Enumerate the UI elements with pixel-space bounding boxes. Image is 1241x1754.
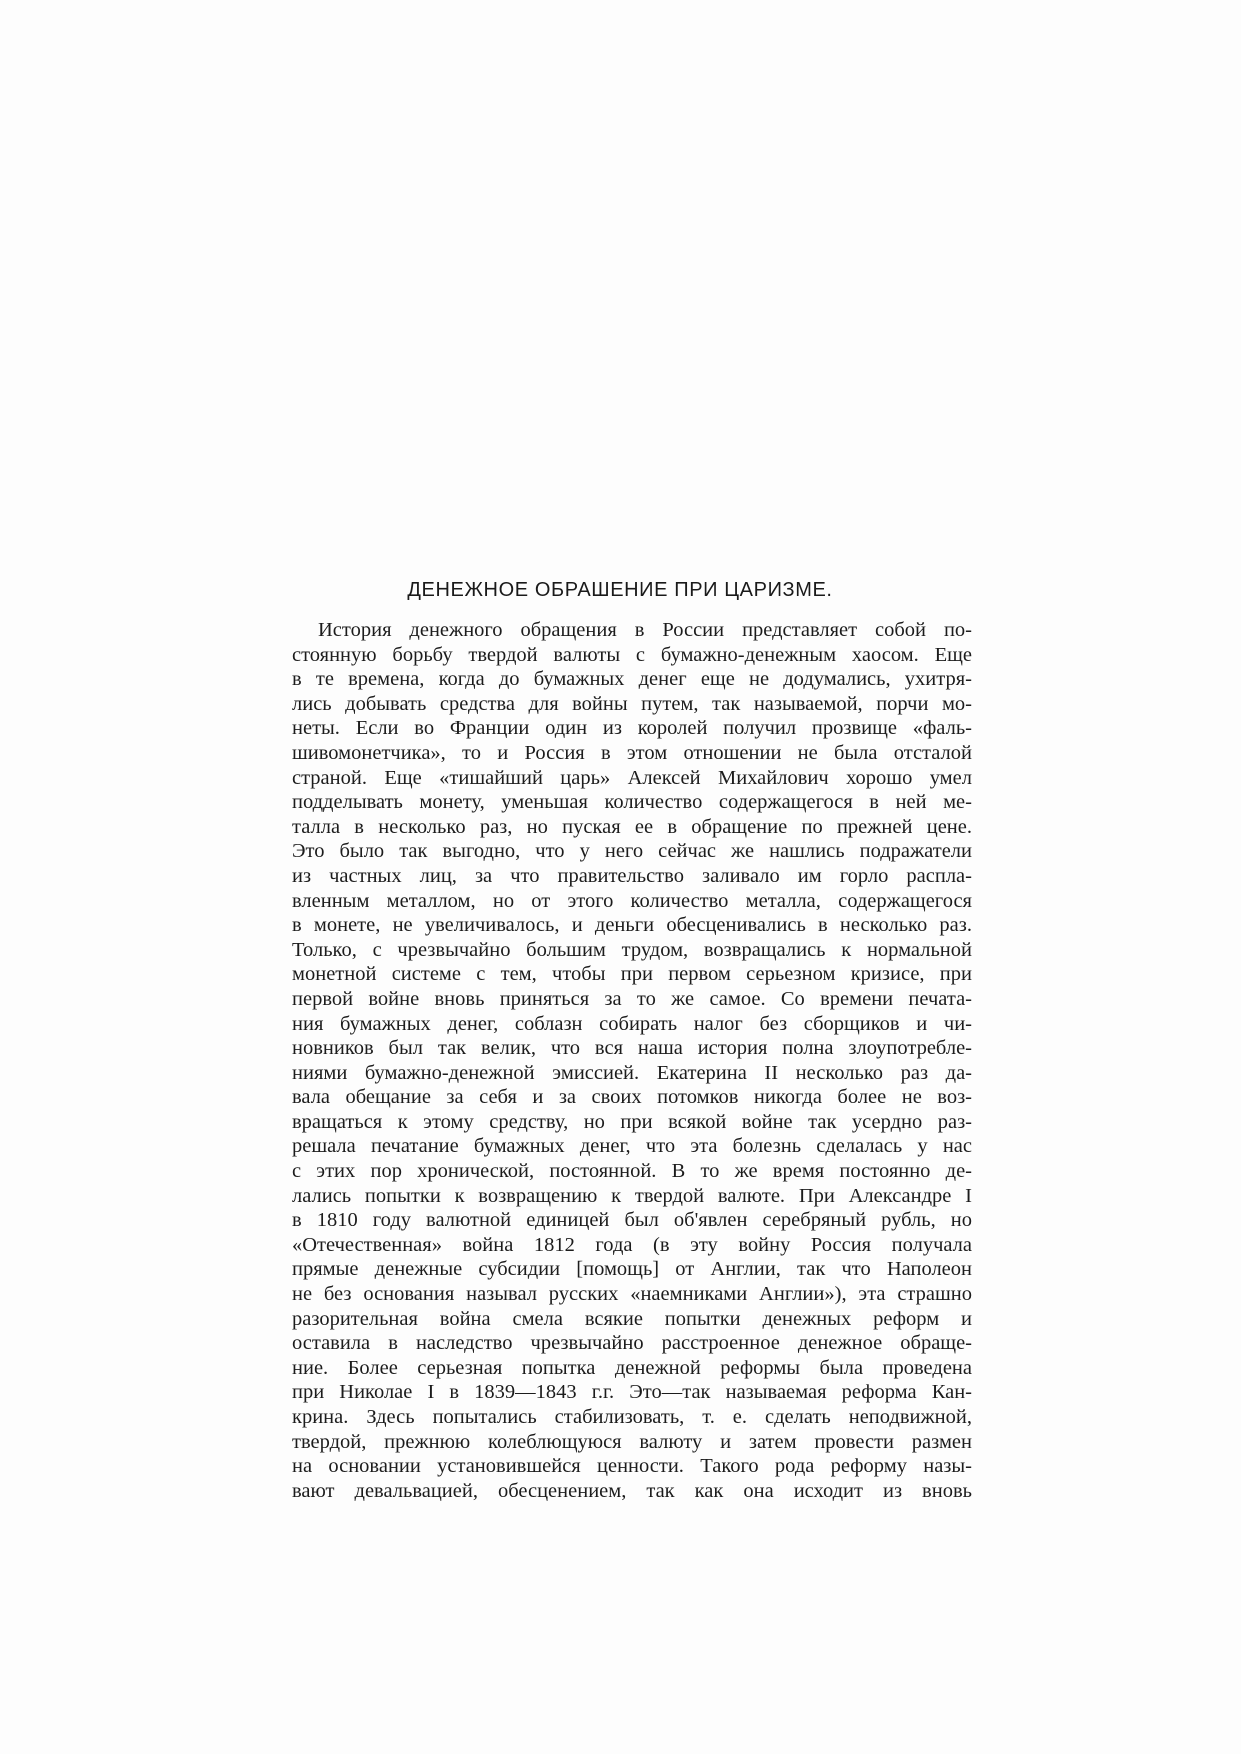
text-line: лались попытки к возвращению к твердой валюте. При Александре I <box>292 1184 972 1207</box>
text-line: монетной системе с тем, чтобы при первом серьезном кризисе, при <box>292 963 972 986</box>
text-line: стоянную борьбу твердой валюты с бумажно-денежным хаосом. Еще <box>292 643 972 666</box>
text-line: решала печатание бумажных денег, что эта болезнь сделалась у нас <box>292 1135 972 1158</box>
text-line: оставила в наследство чрезвычайно расстроенное денежное обраще- <box>292 1332 972 1355</box>
text-line: «Отечественная» война 1812 года (в эту войну Россия получала <box>292 1233 972 1256</box>
text-line: прямые денежные субсидии [помощь] от Англии, так что Наполеон <box>292 1258 972 1281</box>
text-line: неты. Если во Франции один из королей получил прозвище «фаль- <box>292 717 972 740</box>
text-line: не без основания называл русских «наемниками Англии»), эта страшно <box>292 1283 972 1306</box>
text-line: в те времена, когда до бумажных денег еще не додумались, ухитря- <box>292 668 972 691</box>
text-line: на основании установившейся ценности. Такого рода реформу назы- <box>292 1455 972 1478</box>
text-line: История денежного обращения в России представляет собой по- <box>318 619 972 641</box>
text-line: твердой, прежнюю колеблющуюся валюту и затем провести размен <box>292 1430 972 1453</box>
text-line: крина. Здесь попытались стабилизовать, т. е. сделать неподвижной, <box>292 1406 972 1428</box>
text-line: подделывать монету, уменьшая количество содержащегося в ней ме- <box>292 791 972 814</box>
text-line: в 1810 году валютной единицей был об'явлен серебряный рубль, но <box>292 1209 972 1232</box>
text-line: при Николае I в 1839—1843 г.г. Это—так называемая реформа Кан- <box>292 1381 972 1404</box>
text-line: Это было так выгодно, что у него сейчас же нашлись подражатели <box>292 840 972 863</box>
text-line: вают девальвацией, обесценением, так как она исходит из вновь <box>292 1479 972 1502</box>
text-line: из частных лиц, за что правительство заливало им горло распла- <box>292 864 972 887</box>
text-line: ниями бумажно-денежной эмиссией. Екатерина II несколько раз да- <box>292 1061 972 1084</box>
text-line: ние. Более серьезная попытка денежной реформы была проведена <box>292 1356 972 1379</box>
text-line: разорительная война смела всякие попытки денежных реформ и <box>292 1307 972 1330</box>
text-line: с этих пор хронической, постоянной. В то же время постоянно де- <box>292 1160 972 1183</box>
text-line: в монете, не увеличивалось, и деньги обесценивались в несколько раз. <box>292 914 972 937</box>
text-line: лись добывать средства для войны путем, так называемой, порчи мо- <box>292 692 972 715</box>
body-paragraph <box>292 618 972 1503</box>
text-line: страной. Еще «тишайший царь» Алексей Михайлович хорошо умел <box>292 766 972 789</box>
text-line: вращаться к этому средству, но при всякой войне так усердно раз- <box>292 1110 972 1133</box>
text-line: талла в несколько раз, но пуская ее в обращение по прежней цене. <box>292 815 972 838</box>
text-line: вленным металлом, но от этого количество металла, содержащегося <box>292 889 972 912</box>
text-line: шивомонетчика», то и Россия в этом отношении не была отсталой <box>292 741 972 764</box>
text-line: новников был так велик, что вся наша история полна злоупотребле- <box>292 1037 972 1060</box>
text-line: первой войне вновь приняться за то же самое. Со времени печата- <box>292 987 972 1010</box>
text-line: вала обещание за себя и за своих потомков никогда более не воз- <box>292 1086 972 1109</box>
text-line: ния бумажных денег, соблазн собирать налог без сборщиков и чи- <box>292 1012 972 1035</box>
text-line: Только, с чрезвычайно большим трудом, возвращались к нормальной <box>292 938 972 961</box>
page-title: ДЕНЕЖНОЕ ОБРАШЕНИЕ ПРИ ЦАРИЗМЕ. <box>407 579 833 601</box>
